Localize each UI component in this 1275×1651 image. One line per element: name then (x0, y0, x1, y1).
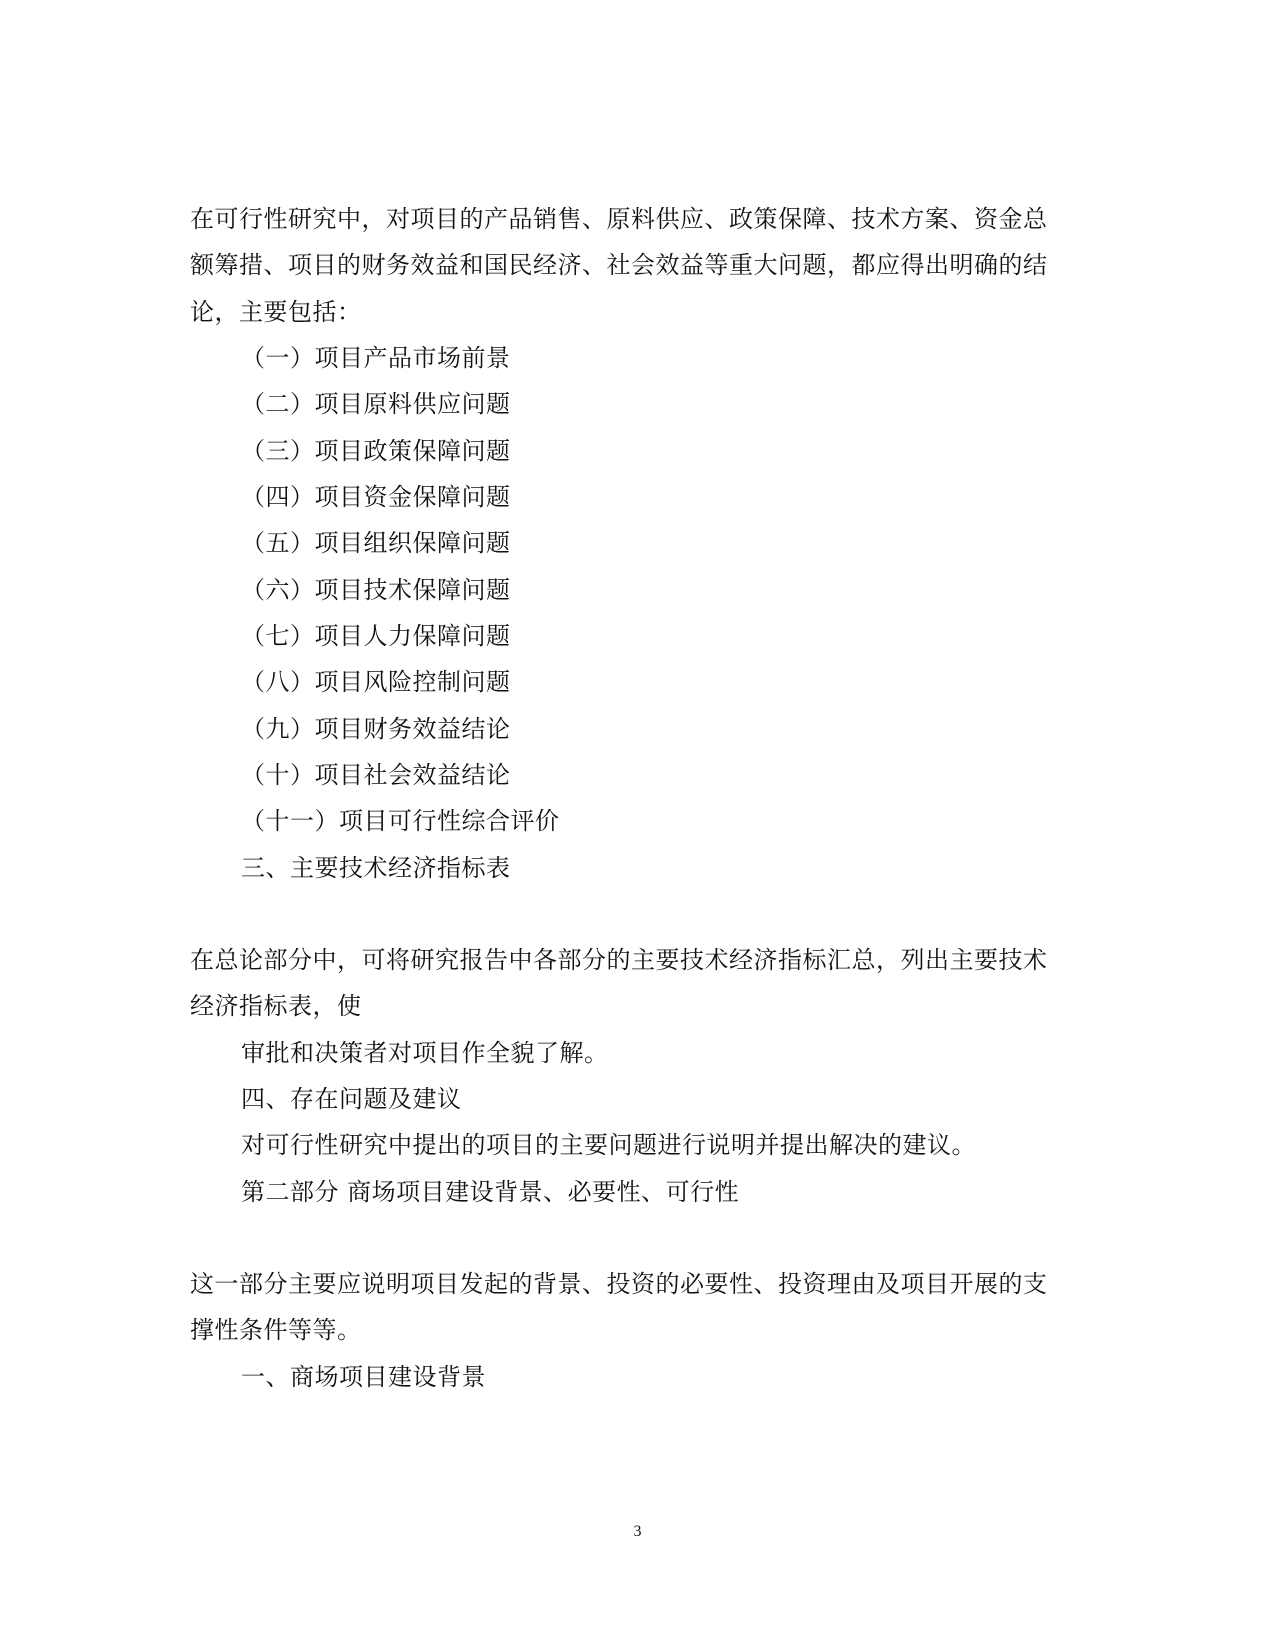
intro-line-3: 论，主要包括： (190, 298, 362, 326)
conclusion-item-7: （七）项目人力保障问题 (241, 622, 511, 650)
part-2-subheading-1: 一、商场项目建设背景 (241, 1363, 486, 1391)
conclusion-item-10: （十）项目社会效益结论 (241, 761, 511, 789)
section-4-text: 对可行性研究中提出的项目的主要问题进行说明并提出解决的建议。 (241, 1131, 976, 1159)
part-2-line-2: 撑性条件等等。 (190, 1316, 362, 1344)
section-3-line-1: 在总论部分中，可将研究报告中各部分的主要技术经济指标汇总，列出主要技术 (190, 946, 1048, 974)
conclusion-item-4: （四）项目资金保障问题 (241, 483, 511, 511)
part-2-line-1: 这一部分主要应说明项目发起的背景、投资的必要性、投资理由及项目开展的支 (190, 1270, 1048, 1298)
conclusion-item-6: （六）项目技术保障问题 (241, 576, 511, 604)
conclusion-item-3: （三）项目政策保障问题 (241, 437, 511, 465)
section-3-line-2: 经济指标表，使 (190, 992, 362, 1020)
intro-line-1: 在可行性研究中，对项目的产品销售、原料供应、政策保障、技术方案、资金总 (190, 205, 1048, 233)
page-number: 3 (633, 1523, 642, 1540)
conclusion-item-5: （五）项目组织保障问题 (241, 529, 511, 557)
conclusion-item-1: （一）项目产品市场前景 (241, 344, 511, 372)
part-2-heading: 第二部分 商场项目建设背景、必要性、可行性 (241, 1178, 740, 1206)
conclusion-item-2: （二）项目原料供应问题 (241, 390, 511, 418)
conclusion-item-8: （八）项目风险控制问题 (241, 668, 511, 696)
section-4-heading: 四、存在问题及建议 (241, 1085, 462, 1113)
intro-line-2: 额筹措、项目的财务效益和国民经济、社会效益等重大问题，都应得出明确的结 (190, 251, 1048, 279)
conclusion-item-9: （九）项目财务效益结论 (241, 715, 511, 743)
section-3-line-3: 审批和决策者对项目作全貌了解。 (241, 1039, 609, 1067)
section-3-heading: 三、主要技术经济指标表 (241, 854, 511, 882)
conclusion-item-11: （十一）项目可行性综合评价 (241, 807, 560, 835)
